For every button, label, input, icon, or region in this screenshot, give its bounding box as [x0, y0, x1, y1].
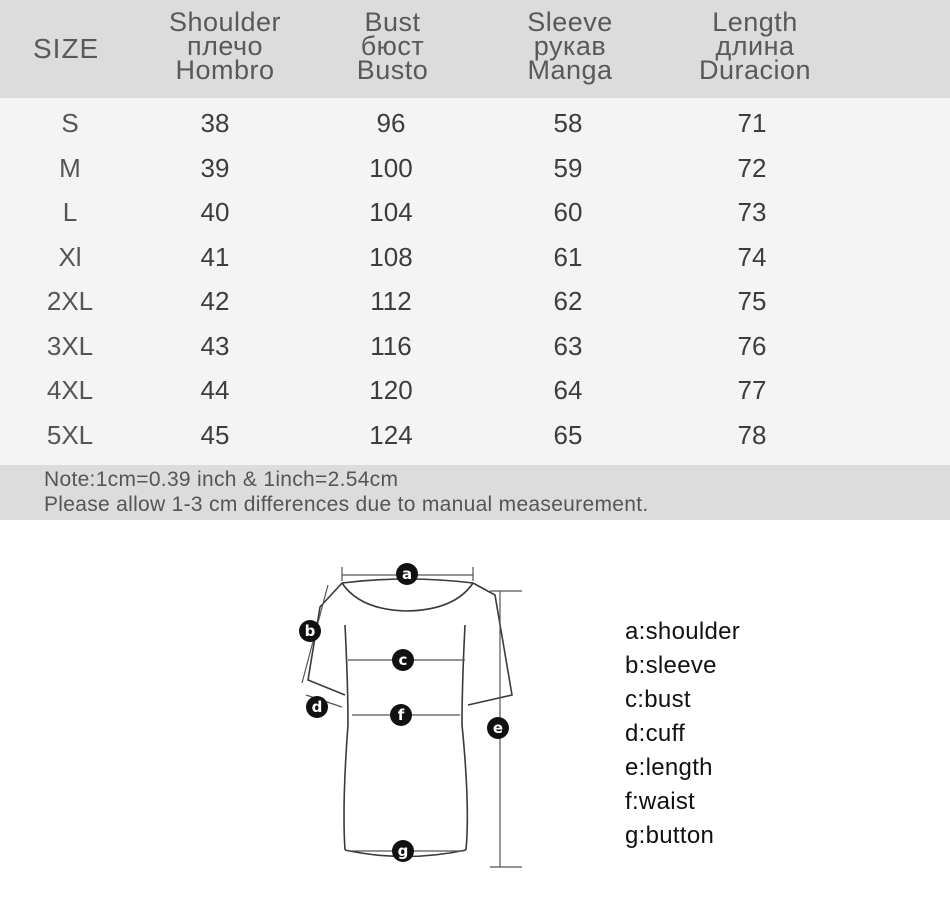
size-cell: 3XL: [46, 331, 94, 361]
legend-item: c:bust: [625, 686, 691, 713]
table-row: [0, 108, 950, 152]
measurement-legend: [625, 615, 740, 853]
header-length-ru: длина: [715, 31, 795, 61]
header-sleeve-ru: рукав: [533, 31, 607, 61]
sleeve-cell: 59: [553, 153, 583, 183]
marker-b-label: b: [304, 622, 316, 640]
marker-a-label: a: [401, 565, 413, 583]
marker-e: [487, 717, 509, 739]
size-cell: 5XL: [46, 420, 94, 450]
header-length-es: Duracion: [698, 55, 812, 85]
bust-cell: 120: [369, 375, 413, 405]
marker-b: [299, 620, 321, 642]
marker-e-label: e: [492, 719, 504, 737]
marker-d: [306, 696, 328, 718]
header-bust-ru: бюст: [360, 31, 425, 61]
sleeve-cell: 65: [553, 420, 583, 450]
legend-item: f:waist: [625, 788, 696, 815]
bust-cell: 96: [376, 108, 406, 138]
marker-a: [396, 563, 418, 585]
header-size: SIZE: [33, 33, 100, 64]
legend-item: e:length: [625, 754, 713, 781]
sleeve-cell: 58: [553, 108, 583, 138]
header-shoulder-en: Shoulder: [168, 7, 282, 37]
size-cell: M: [59, 153, 81, 183]
shoulder-cell: 45: [200, 420, 230, 450]
table-row: [0, 153, 950, 197]
header-length-en: Length: [712, 7, 798, 37]
marker-f: [390, 704, 412, 726]
marker-c: [392, 649, 414, 671]
dress-diagram: [290, 545, 540, 880]
table-row: [0, 286, 950, 330]
marker-d-label: d: [311, 698, 323, 716]
table-row: [0, 375, 950, 419]
note-line-2: Please allow 1-3 cm differences due to manual measeurement.: [44, 493, 649, 516]
header-bust: [330, 7, 455, 85]
table-row: [0, 420, 950, 464]
sleeve-cell: 62: [553, 286, 583, 316]
size-cell: Xl: [58, 242, 82, 272]
marker-c-label: c: [398, 651, 408, 669]
shoulder-cell: 42: [200, 286, 230, 316]
marker-g: [392, 840, 414, 862]
header-sleeve-en: Sleeve: [527, 7, 613, 37]
note-line-1: Note:1cm=0.39 inch & 1inch=2.54cm: [44, 468, 399, 491]
header-bust-en: Bust: [364, 7, 421, 37]
length-cell: 73: [737, 197, 767, 227]
legend-item: b:sleeve: [625, 652, 717, 679]
header-shoulder-ru: плечо: [186, 31, 264, 61]
header-shoulder-es: Hombro: [175, 55, 275, 85]
length-cell: 71: [737, 108, 767, 138]
table-row: [0, 197, 950, 241]
header-shoulder: [150, 7, 300, 85]
measurement-note: [0, 465, 950, 520]
marker-f-label: f: [397, 706, 405, 724]
bust-cell: 108: [369, 242, 413, 272]
length-cell: 75: [737, 286, 767, 316]
length-cell: 74: [737, 242, 767, 272]
marker-g-label: g: [397, 842, 409, 860]
table-body: [0, 98, 950, 465]
sleeve-cell: 60: [553, 197, 583, 227]
legend-item: g:button: [625, 822, 715, 849]
header-sleeve: [505, 7, 635, 85]
sleeve-cell: 64: [553, 375, 583, 405]
length-cell: 77: [737, 375, 767, 405]
bust-cell: 116: [370, 331, 412, 361]
length-cell: 78: [737, 420, 767, 450]
header-sleeve-es: Manga: [527, 55, 613, 85]
header-bust-es: Busto: [356, 55, 429, 85]
table-header: [0, 0, 950, 98]
legend-item: d:cuff: [625, 720, 686, 747]
table-row: [0, 242, 950, 286]
legend-item: a:shoulder: [625, 618, 741, 645]
shoulder-cell: 41: [200, 242, 230, 272]
bust-cell: 100: [369, 153, 413, 183]
sleeve-cell: 61: [553, 242, 583, 272]
measure-lines: [302, 567, 522, 867]
length-cell: 72: [737, 153, 767, 183]
bust-cell: 124: [369, 420, 413, 450]
bust-cell: 104: [369, 197, 413, 227]
length-cell: 76: [737, 331, 767, 361]
bust-cell: 112: [370, 286, 412, 316]
size-cell: S: [61, 108, 79, 138]
size-cell: 4XL: [46, 375, 94, 405]
shoulder-cell: 38: [200, 108, 230, 138]
sleeve-cell: 63: [553, 331, 583, 361]
table-row: [0, 331, 950, 375]
size-cell: 2XL: [46, 286, 94, 316]
size-cell: L: [62, 197, 78, 227]
shoulder-cell: 43: [200, 331, 230, 361]
shoulder-cell: 39: [200, 153, 230, 183]
header-length: [680, 7, 830, 85]
shoulder-cell: 44: [200, 375, 230, 405]
shoulder-cell: 40: [200, 197, 230, 227]
